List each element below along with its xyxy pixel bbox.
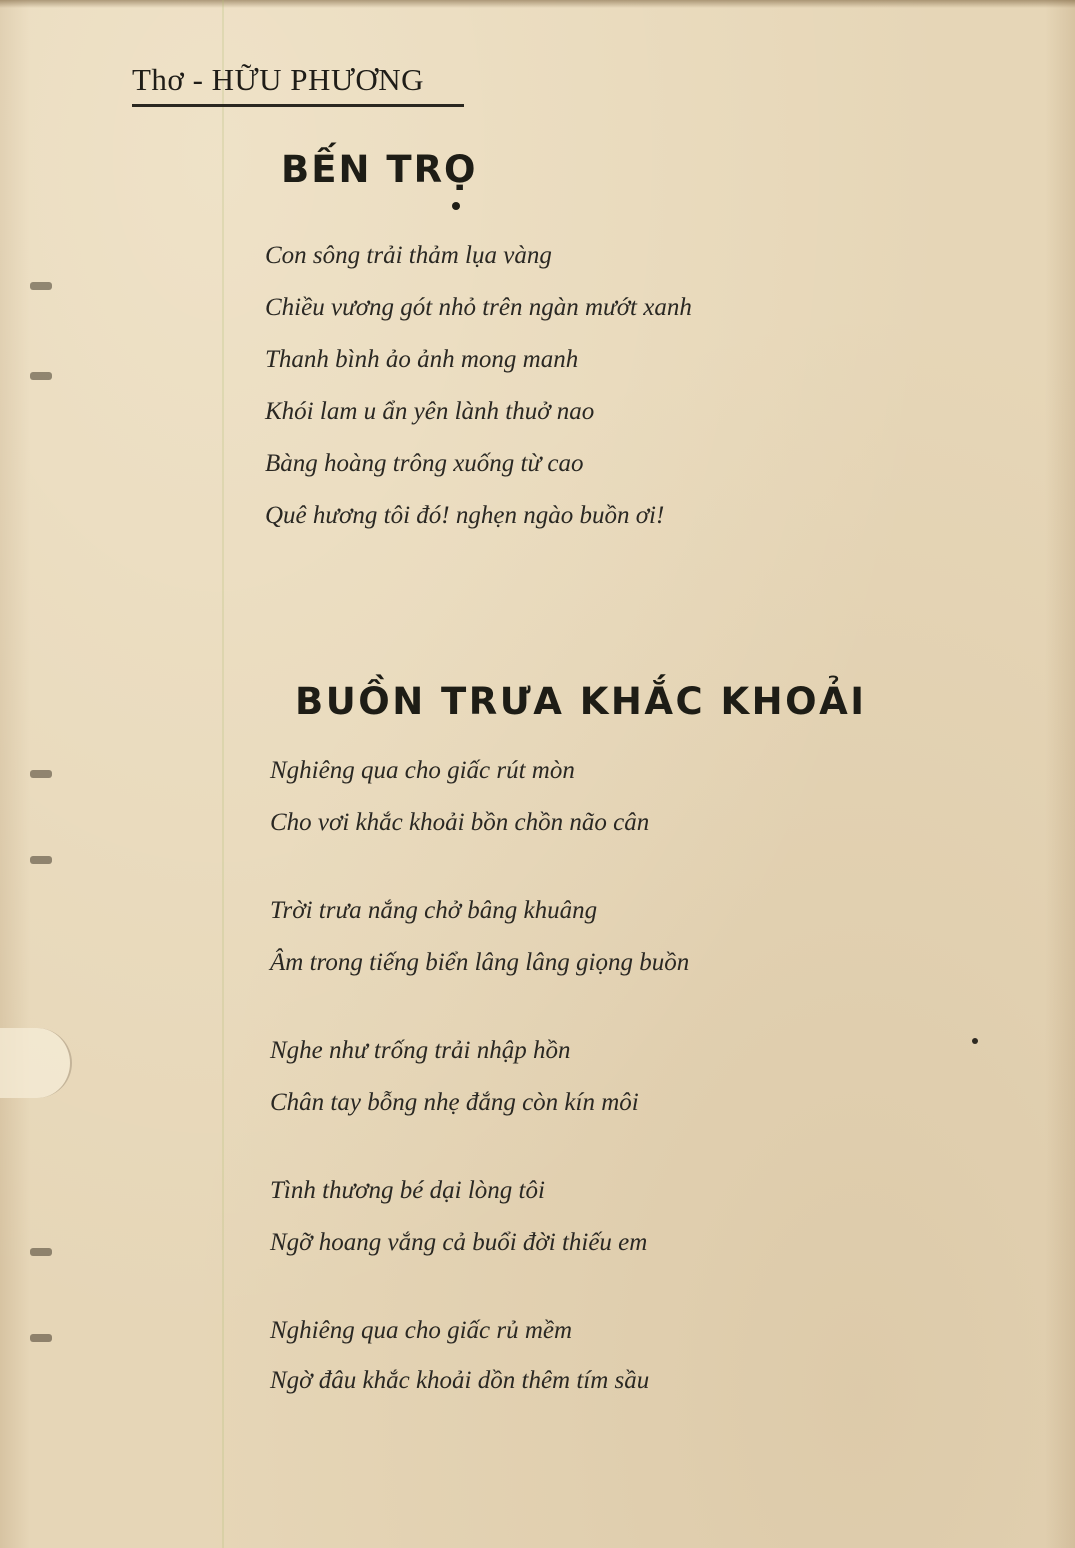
poem-title-ben-tro: BẾN TRỌ (281, 148, 478, 191)
paper-tear (0, 1028, 72, 1098)
poem-line: Âm trong tiếng biển lâng lâng giọng buồn (270, 949, 690, 976)
poem-line: Ngỡ hoang vắng cả buổi đời thiếu em (270, 1229, 648, 1256)
poem-line: Chân tay bỗng nhẹ đắng còn kín môi (270, 1089, 639, 1116)
poem-line: Ngờ đâu khắc khoải dồn thêm tím sầu (270, 1367, 650, 1394)
binding-hole-mark (30, 1334, 52, 1342)
author-line: Thơ - HỮU PHƯƠNG (132, 62, 425, 97)
binding-hole-mark (30, 372, 52, 380)
poem-line: Nghiêng qua cho giấc rủ mềm (270, 1317, 573, 1344)
binding-hole-mark (30, 282, 52, 290)
poem-title-buon-trua-khac-khoai: BUỒN TRƯA KHẮC KHOẢI (295, 680, 867, 723)
binding-hole-mark (30, 856, 52, 864)
binding-hole-mark (30, 1248, 52, 1256)
poem-line: Khói lam u ẩn yên lành thuở nao (265, 398, 595, 425)
binding-hole-mark (30, 770, 52, 778)
poem-line: Trời trưa nắng chở bâng khuâng (270, 897, 598, 924)
poem-line: Nghiêng qua cho giấc rút mòn (270, 757, 575, 784)
paper-crease (222, 0, 224, 1548)
poem-line: Chiều vương gót nhỏ trên ngàn mướt xanh (265, 294, 692, 321)
poem-line: Thanh bình ảo ảnh mong manh (265, 346, 579, 373)
poem-line: Nghe như trống trải nhập hồn (270, 1037, 571, 1064)
poem-line: Tình thương bé dại lòng tôi (270, 1177, 545, 1204)
title-ornament-dot (452, 202, 460, 210)
author-underline (132, 104, 464, 107)
ink-speck (972, 1038, 978, 1044)
poem-line: Con sông trải thảm lụa vàng (265, 242, 552, 269)
page-top-edge (0, 0, 1075, 8)
poem-line: Cho vơi khắc khoải bồn chồn não cân (270, 809, 650, 836)
poem-line: Quê hương tôi đó! nghẹn ngào buồn ơi! (265, 502, 665, 529)
poem-line: Bàng hoàng trông xuống từ cao (265, 450, 584, 477)
